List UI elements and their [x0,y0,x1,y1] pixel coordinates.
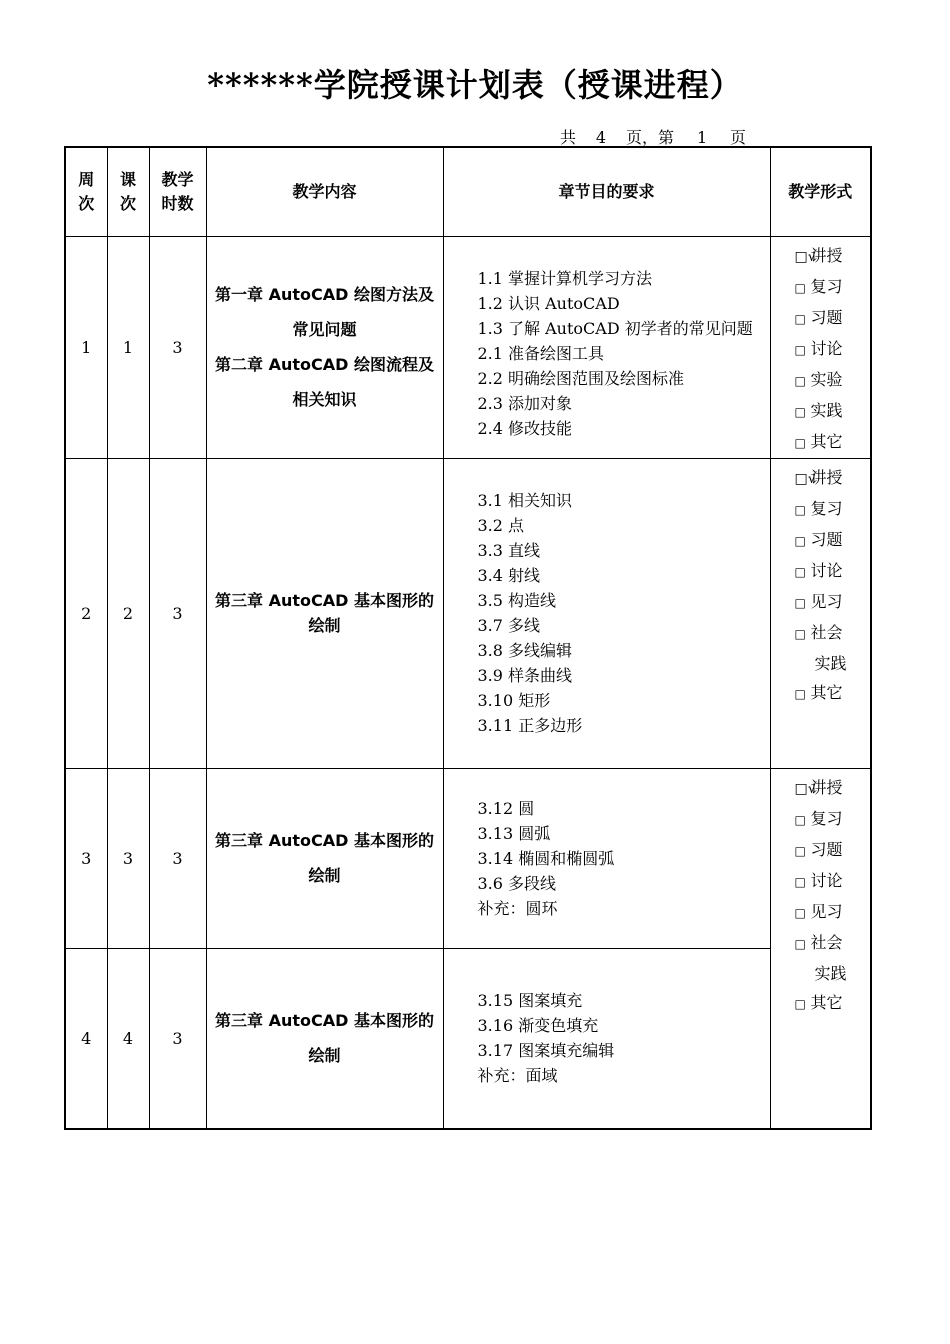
week-cell: 4 [65,948,107,1129]
requirement-item: 3.17 图案填充编辑 [477,1041,615,1061]
page-info-prefix: 共 [560,128,577,147]
form-option-practice: □ 实践 [795,396,871,427]
checkbox-icon: □ [794,564,806,579]
checkbox-icon: □ [794,843,806,858]
form-option-experiment: □ 实验 [795,365,871,396]
form-option-internship: □ 见习 [795,897,871,928]
content-line: 第一章 AutoCAD 绘图方法及 [215,285,434,304]
form-option-discussion: □ 讨论 [795,866,871,897]
page-info-mid: 页，第 [626,128,675,147]
content-line: 绘制 [308,866,341,885]
table-row [65,768,871,948]
content-line: 第三章 AutoCAD 基本图形的 [215,831,434,850]
checkbox-icon: □ [794,373,806,388]
content-line: 第三章 AutoCAD 基本图形的 [215,591,434,610]
week-cell: 3 [65,768,107,948]
form-option-social: □ 社会 [795,928,871,959]
form-option-exercise: □ 习题 [795,525,871,556]
lesson-cell: 4 [107,948,149,1129]
form-option-social-practice: 实践 [814,653,847,673]
form-option-other: □ 其它 [795,988,871,1019]
header-form: 教学形式 [770,147,871,236]
requirement-item: 3.15 图案填充 [477,991,583,1011]
requirement-item: 3.5 构造线 [477,591,557,610]
header-hours: 教学 时数 [149,147,206,236]
lesson-cell: 1 [107,236,149,458]
requirement-item: 1.3 了解 AutoCAD 初学者的常见问题 [477,318,753,338]
form-cell [770,236,871,458]
checkbox-icon: □ [794,280,806,295]
hours-cell: 3 [149,458,206,768]
requirement-item: 3.10 矩形 [477,691,551,710]
content-line: 第三章 AutoCAD 基本图形的 [215,1011,434,1031]
checkbox-icon: □ [794,686,806,701]
requirement-item: 补充：面域 [477,1066,558,1086]
form-option-internship: □ 见习 [795,587,871,618]
lesson-cell: 2 [107,458,149,768]
form-option-lecture: □√讲授 [795,773,871,804]
checkbox-icon: □ [794,936,806,951]
content-cell [206,768,443,948]
checkbox-icon: □ [794,812,806,827]
form-cell [770,768,871,1129]
checkbox-icon: □ [794,533,806,548]
page-info [560,125,746,148]
form-option-social-practice: 实践 [814,963,847,983]
requirement-item: 1.1 掌握计算机学习方法 [477,268,653,288]
requirement-item: 1.2 认识 AutoCAD [477,293,620,313]
page-total: 4 [576,130,626,147]
lesson-cell: 3 [107,768,149,948]
checkbox-icon: □ [794,502,806,517]
requirement-item: 3.14 椭圆和椭圆弧 [477,848,615,868]
requirement-item: 2.1 准备绘图工具 [477,343,605,363]
table-row [65,948,871,1129]
content-line: 常见问题 [292,320,357,339]
requirement-item: 2.4 修改技能 [477,418,573,438]
hours-cell: 3 [149,236,206,458]
header-lesson: 课 次 [107,147,149,236]
form-option-review: □ 复习 [795,272,871,303]
checkbox-icon: □ [794,905,806,920]
requirement-item: 2.3 添加对象 [477,393,573,413]
requirements-cell [443,768,770,948]
requirement-item: 3.9 样条曲线 [477,666,573,685]
content-cell [206,948,443,1129]
form-option-discussion: □ 讨论 [795,556,871,587]
header-row [65,147,871,236]
requirement-item: 3.16 渐变色填充 [477,1016,599,1036]
page-title: ******学院授课计划表（授课进程） [207,66,743,104]
requirement-item: 3.6 多段线 [477,873,557,893]
requirement-item: 3.8 多线编辑 [477,641,573,660]
requirement-item: 3.4 射线 [477,566,541,585]
table-row [65,458,871,768]
requirement-item: 补充：圆环 [477,898,558,918]
form-option-lecture: □√讲授 [795,241,871,272]
form-cell [770,458,871,768]
content-cell [206,236,443,458]
requirement-item: 3.2 点 [477,516,525,535]
requirements-cell [443,236,770,458]
header-content: 教学内容 [206,147,443,236]
form-option-other: □ 其它 [795,427,871,458]
header-requirements: 章节目的要求 [443,147,770,236]
content-line: 相关知识 [292,390,357,409]
form-option-social: □ 社会 [795,618,871,649]
requirement-item: 2.2 明确绘图范围及绘图标准 [477,368,685,388]
checkbox-icon: □ [794,595,806,610]
page-current: 1 [674,130,730,147]
content-line: 第二章 AutoCAD 绘图流程及 [215,355,434,374]
week-cell: 1 [65,236,107,458]
requirement-item: 3.3 直线 [477,541,541,560]
form-option-discussion: □ 讨论 [795,334,871,365]
checkbox-icon: □ [794,311,806,326]
page-info-suffix: 页 [730,128,747,147]
table-row [65,236,871,458]
checked-checkbox-icon: □√ [794,248,817,265]
checked-checkbox-icon: □√ [794,780,817,797]
content-line: 绘制 [308,616,341,635]
checkbox-icon: □ [794,626,806,641]
requirements-cell [443,458,770,768]
requirement-item: 3.1 相关知识 [477,491,573,510]
requirements-cell [443,948,770,1129]
form-option-lecture: □√讲授 [795,463,871,494]
requirement-item: 3.11 正多边形 [477,716,583,735]
requirement-item: 3.13 圆弧 [477,823,551,843]
checkbox-icon: □ [794,996,806,1011]
checked-checkbox-icon: □√ [794,470,817,487]
week-cell: 2 [65,458,107,768]
form-option-review: □ 复习 [795,494,871,525]
hours-cell: 3 [149,768,206,948]
form-option-review: □ 复习 [795,804,871,835]
form-option-other: □ 其它 [795,678,871,709]
content-cell [206,458,443,768]
checkbox-icon: □ [794,874,806,889]
hours-cell: 3 [149,948,206,1129]
form-option-exercise: □ 习题 [795,303,871,334]
checkbox-icon: □ [794,342,806,357]
content-line: 绘制 [308,1046,341,1066]
schedule-table [64,146,872,1130]
checkbox-icon: □ [794,435,806,450]
requirement-item: 3.7 多线 [477,616,541,635]
form-option-exercise: □ 习题 [795,835,871,866]
requirement-item: 3.12 圆 [477,798,535,818]
checkbox-icon: □ [794,404,806,419]
header-week: 周 次 [65,147,107,236]
